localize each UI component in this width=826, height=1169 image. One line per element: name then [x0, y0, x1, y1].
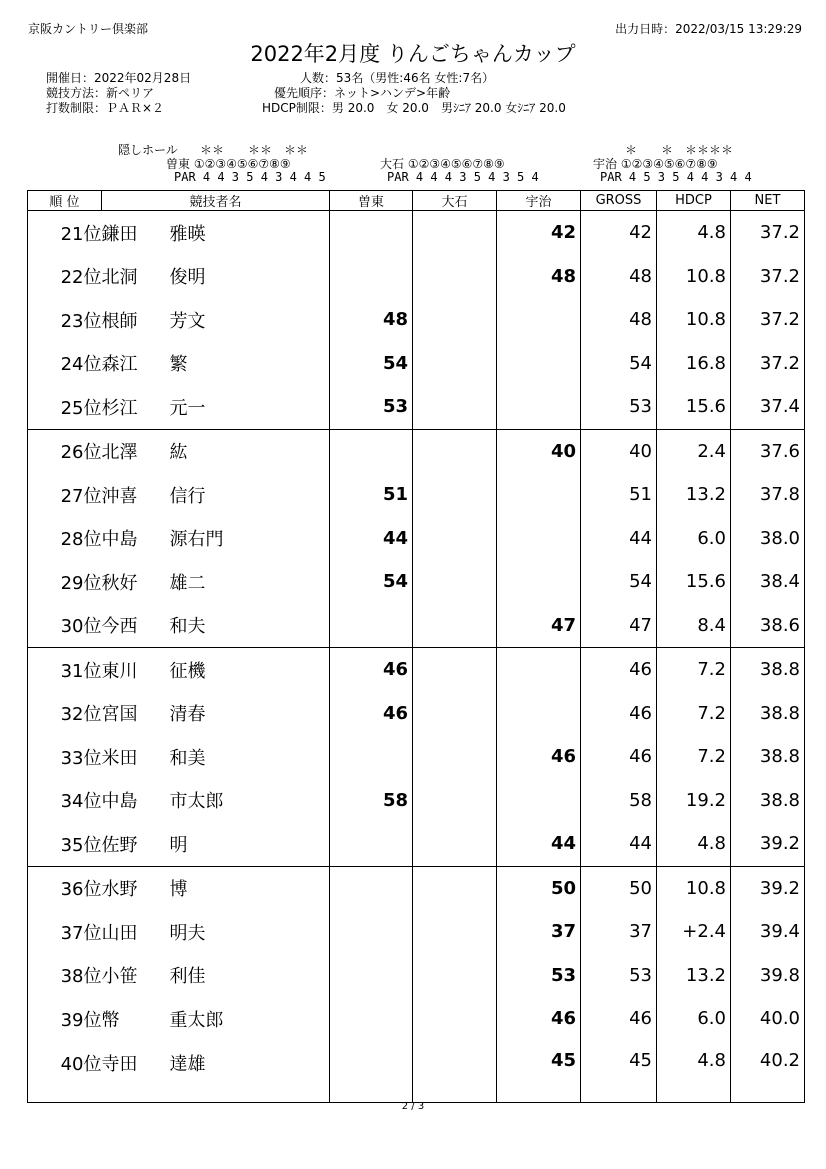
score-uji: 46 — [497, 735, 581, 779]
score-sotou — [330, 604, 413, 648]
gross: 54 — [581, 342, 657, 386]
gross: 54 — [581, 560, 657, 604]
family-name: 東川 — [101, 660, 138, 682]
net: 38.8 — [731, 779, 805, 823]
rank: 32位 — [28, 692, 102, 736]
family-name: 秋好 — [101, 572, 138, 594]
given-name: 芳文 — [169, 310, 206, 332]
family-name: 中島 — [101, 529, 138, 551]
player-name — [102, 517, 330, 561]
score-uji: 48 — [497, 255, 581, 299]
rank: 25位 — [28, 385, 102, 429]
score-sotou — [330, 735, 413, 779]
player-name — [102, 910, 330, 954]
course3-hidden-marks: ＊ ＊ ＊＊＊＊ — [625, 143, 734, 157]
family-name: 森江 — [101, 354, 138, 376]
score-oishi — [413, 954, 497, 998]
score-oishi — [413, 385, 497, 429]
rank: 24位 — [28, 342, 102, 386]
score-uji: 44 — [497, 822, 581, 866]
score-uji — [497, 692, 581, 736]
player-name — [102, 822, 330, 866]
score-uji: 45 — [497, 1041, 581, 1103]
gross: 53 — [581, 954, 657, 998]
net: 37.2 — [731, 255, 805, 299]
score-oishi — [413, 342, 497, 386]
score-sotou — [330, 211, 413, 255]
table-row — [28, 517, 805, 561]
gross: 45 — [581, 1041, 657, 1103]
course2-par: PAR 4 4 4 3 5 4 3 5 4 — [387, 170, 539, 184]
results-table — [27, 190, 805, 1103]
gross: 44 — [581, 822, 657, 866]
rank: 37位 — [28, 910, 102, 954]
net: 38.6 — [731, 604, 805, 648]
score-oishi — [413, 1041, 497, 1103]
gross: 48 — [581, 298, 657, 342]
hdcp: 16.8 — [657, 342, 731, 386]
course1-par: PAR 4 4 3 5 4 3 4 4 5 — [174, 170, 326, 184]
hdcp: 13.2 — [657, 473, 731, 517]
hidden-holes-label: 隠しホール — [118, 143, 178, 157]
score-sotou — [330, 429, 413, 473]
player-name — [102, 429, 330, 473]
score-oishi — [413, 822, 497, 866]
score-sotou: 54 — [330, 560, 413, 604]
net: 39.8 — [731, 954, 805, 998]
score-sotou: 46 — [330, 648, 413, 692]
table-row — [28, 866, 805, 910]
score-oishi — [413, 255, 497, 299]
page-number: 2 / 3 — [401, 1101, 425, 1112]
col-rank: 順 位 — [28, 191, 102, 211]
score-uji: 40 — [497, 429, 581, 473]
net: 38.0 — [731, 517, 805, 561]
table-row — [28, 779, 805, 823]
player-name — [102, 473, 330, 517]
player-name — [102, 298, 330, 342]
score-oishi — [413, 779, 497, 823]
page-title: 2022年2月度 りんごちゃんカップ — [250, 42, 576, 66]
score-sotou: 53 — [330, 385, 413, 429]
table-row — [28, 342, 805, 386]
gross: 58 — [581, 779, 657, 823]
score-oishi — [413, 211, 497, 255]
net: 40.0 — [731, 997, 805, 1041]
hdcp: +2.4 — [657, 910, 731, 954]
score-sotou: 44 — [330, 517, 413, 561]
gross: 37 — [581, 910, 657, 954]
rank: 40位 — [28, 1041, 102, 1103]
course3-circles: ①②③④⑤⑥⑦⑧⑨ — [620, 157, 718, 171]
family-name: 水野 — [101, 879, 138, 901]
score-uji — [497, 517, 581, 561]
given-name: 利佳 — [169, 966, 206, 988]
gross: 47 — [581, 604, 657, 648]
given-name: 和美 — [169, 747, 206, 769]
family-name: 幣 — [101, 1009, 120, 1031]
event-date: 開催日：2022年02月28日 — [46, 71, 192, 85]
rank: 23位 — [28, 298, 102, 342]
table-row — [28, 255, 805, 299]
net: 37.2 — [731, 342, 805, 386]
given-name: 重太郎 — [169, 1009, 224, 1031]
given-name: 雅暎 — [169, 223, 206, 245]
col-oishi: 大石 — [413, 191, 497, 211]
rank: 26位 — [28, 429, 102, 473]
hdcp: 10.8 — [657, 298, 731, 342]
given-name: 雄二 — [169, 572, 206, 594]
family-name: 佐野 — [101, 834, 138, 856]
table-row — [28, 473, 805, 517]
rank: 38位 — [28, 954, 102, 998]
rank: 21位 — [28, 211, 102, 255]
priority-order: 優先順序：ネット>ハンデ>年齢 — [274, 86, 451, 100]
hdcp: 4.8 — [657, 1041, 731, 1103]
gross: 46 — [581, 648, 657, 692]
hdcp: 7.2 — [657, 692, 731, 736]
family-name: 今西 — [101, 616, 138, 638]
score-oishi — [413, 648, 497, 692]
gross: 46 — [581, 692, 657, 736]
family-name: 北洞 — [101, 267, 138, 289]
score-uji — [497, 342, 581, 386]
player-name — [102, 560, 330, 604]
hdcp: 4.8 — [657, 211, 731, 255]
score-uji: 46 — [497, 997, 581, 1041]
table-row — [28, 997, 805, 1041]
hdcp: 7.2 — [657, 648, 731, 692]
header-row — [28, 191, 805, 211]
score-uji — [497, 298, 581, 342]
rank: 29位 — [28, 560, 102, 604]
gross: 51 — [581, 473, 657, 517]
rank: 27位 — [28, 473, 102, 517]
score-uji — [497, 560, 581, 604]
net: 37.8 — [731, 473, 805, 517]
player-name — [102, 692, 330, 736]
rank: 39位 — [28, 997, 102, 1041]
results-body — [28, 211, 805, 1103]
course3-par: PAR 4 5 3 5 4 4 3 4 4 — [600, 170, 752, 184]
rank: 30位 — [28, 604, 102, 648]
score-sotou — [330, 1041, 413, 1103]
score-oishi — [413, 866, 497, 910]
hdcp: 15.6 — [657, 560, 731, 604]
net: 39.4 — [731, 910, 805, 954]
rank: 36位 — [28, 866, 102, 910]
score-uji: 42 — [497, 211, 581, 255]
net: 37.2 — [731, 211, 805, 255]
hdcp: 8.4 — [657, 604, 731, 648]
table-row — [28, 298, 805, 342]
family-name: 米田 — [101, 747, 138, 769]
hdcp-limit: HDCP制限：男 20.0 女 20.0 男ｼﾆｱ 20.0 女ｼﾆｱ 20.0 — [262, 101, 566, 115]
hdcp: 19.2 — [657, 779, 731, 823]
hdcp: 13.2 — [657, 954, 731, 998]
score-oishi — [413, 997, 497, 1041]
score-sotou — [330, 997, 413, 1041]
output-datetime: 出力日時：2022/03/15 13:29:29 — [615, 22, 802, 36]
col-sotou: 曽東 — [330, 191, 413, 211]
score-oishi — [413, 473, 497, 517]
player-name — [102, 211, 330, 255]
player-name — [102, 255, 330, 299]
player-name — [102, 866, 330, 910]
table-row — [28, 648, 805, 692]
course1-name: 曽東 — [166, 157, 191, 171]
family-name: 根師 — [101, 310, 138, 332]
net: 37.4 — [731, 385, 805, 429]
gross: 50 — [581, 866, 657, 910]
rank: 33位 — [28, 735, 102, 779]
score-oishi — [413, 910, 497, 954]
net: 38.8 — [731, 692, 805, 736]
given-name: 明夫 — [169, 922, 206, 944]
score-uji — [497, 779, 581, 823]
club-name: 京阪カントリー倶楽部 — [28, 22, 149, 36]
hdcp: 4.8 — [657, 822, 731, 866]
score-uji: 47 — [497, 604, 581, 648]
stroke-limit: 打数制限：ＰＡＲ×２ — [46, 101, 165, 115]
player-name — [102, 954, 330, 998]
hdcp: 7.2 — [657, 735, 731, 779]
player-name — [102, 342, 330, 386]
score-oishi — [413, 735, 497, 779]
net: 40.2 — [731, 1041, 805, 1103]
given-name: 元一 — [169, 397, 206, 419]
score-oishi — [413, 560, 497, 604]
player-name — [102, 997, 330, 1041]
net: 37.6 — [731, 429, 805, 473]
competition-method: 競技方法：新ペリア — [46, 86, 155, 100]
table-row — [28, 692, 805, 736]
score-oishi — [413, 692, 497, 736]
score-oishi — [413, 429, 497, 473]
family-name: 杉江 — [101, 397, 138, 419]
family-name: 寺田 — [101, 1053, 138, 1075]
family-name: 小笹 — [101, 966, 138, 988]
rank: 28位 — [28, 517, 102, 561]
participant-count: 人数：53名（男性:46名 女性:7名） — [300, 71, 495, 85]
given-name: 達雄 — [169, 1053, 206, 1075]
score-sotou — [330, 822, 413, 866]
player-name — [102, 1041, 330, 1103]
given-name: 俊明 — [169, 267, 206, 289]
table-row — [28, 604, 805, 648]
net: 39.2 — [731, 822, 805, 866]
score-uji — [497, 473, 581, 517]
net: 38.8 — [731, 735, 805, 779]
table-row — [28, 211, 805, 255]
table-row — [28, 910, 805, 954]
score-uji — [497, 385, 581, 429]
gross: 40 — [581, 429, 657, 473]
col-hdcp: HDCP — [657, 191, 731, 211]
score-uji — [497, 648, 581, 692]
family-name: 鎌田 — [101, 223, 138, 245]
score-sotou — [330, 255, 413, 299]
player-name — [102, 648, 330, 692]
given-name: 和夫 — [169, 616, 206, 638]
score-uji: 37 — [497, 910, 581, 954]
given-name: 明 — [169, 834, 188, 856]
family-name: 中島 — [101, 791, 138, 813]
score-sotou: 51 — [330, 473, 413, 517]
score-sotou: 48 — [330, 298, 413, 342]
score-uji: 53 — [497, 954, 581, 998]
hdcp: 2.4 — [657, 429, 731, 473]
course1-circles: ①②③④⑤⑥⑦⑧⑨ — [193, 157, 291, 171]
score-oishi — [413, 298, 497, 342]
hdcp: 6.0 — [657, 997, 731, 1041]
given-name: 博 — [169, 879, 188, 901]
col-gross: GROSS — [581, 191, 657, 211]
net: 37.2 — [731, 298, 805, 342]
gross: 53 — [581, 385, 657, 429]
gross: 48 — [581, 255, 657, 299]
hdcp: 10.8 — [657, 255, 731, 299]
table-row — [28, 822, 805, 866]
course3-name: 宇治 — [593, 157, 618, 171]
score-sotou: 58 — [330, 779, 413, 823]
player-name — [102, 779, 330, 823]
info-right — [262, 71, 566, 116]
rank: 31位 — [28, 648, 102, 692]
player-name — [102, 604, 330, 648]
family-name: 沖喜 — [101, 485, 138, 507]
table-row — [28, 954, 805, 998]
given-name: 清春 — [169, 704, 206, 726]
score-sotou — [330, 866, 413, 910]
given-name: 征機 — [169, 660, 206, 682]
net: 39.2 — [731, 866, 805, 910]
table-row — [28, 560, 805, 604]
given-name: 源右門 — [169, 529, 224, 551]
net: 38.8 — [731, 648, 805, 692]
course2-circles: ①②③④⑤⑥⑦⑧⑨ — [407, 157, 505, 171]
score-uji: 50 — [497, 866, 581, 910]
col-name: 競技者名 — [102, 191, 330, 211]
gross: 44 — [581, 517, 657, 561]
score-sotou: 46 — [330, 692, 413, 736]
given-name: 繁 — [169, 354, 188, 376]
hdcp: 10.8 — [657, 866, 731, 910]
info-left — [46, 71, 191, 116]
score-oishi — [413, 604, 497, 648]
table-row — [28, 429, 805, 473]
table-row — [28, 735, 805, 779]
hdcp: 6.0 — [657, 517, 731, 561]
rank: 22位 — [28, 255, 102, 299]
gross: 46 — [581, 735, 657, 779]
given-name: 信行 — [169, 485, 206, 507]
player-name — [102, 385, 330, 429]
score-oishi — [413, 517, 497, 561]
course2-name: 大石 — [380, 157, 405, 171]
rank: 35位 — [28, 822, 102, 866]
score-sotou — [330, 910, 413, 954]
family-name: 北澤 — [101, 442, 138, 464]
family-name: 宮国 — [101, 704, 138, 726]
hdcp: 15.6 — [657, 385, 731, 429]
course1-hidden-marks: ＊＊ ＊＊ ＊＊ — [200, 143, 309, 157]
table-row — [28, 385, 805, 429]
score-sotou — [330, 954, 413, 998]
score-sotou: 54 — [330, 342, 413, 386]
rank: 34位 — [28, 779, 102, 823]
given-name: 紘 — [169, 442, 188, 464]
net: 38.4 — [731, 560, 805, 604]
gross: 46 — [581, 997, 657, 1041]
table-row — [28, 1041, 805, 1103]
player-name — [102, 735, 330, 779]
col-net: NET — [731, 191, 805, 211]
gross: 42 — [581, 211, 657, 255]
family-name: 山田 — [101, 922, 138, 944]
col-uji: 宇治 — [497, 191, 581, 211]
given-name: 市太郎 — [169, 791, 224, 813]
